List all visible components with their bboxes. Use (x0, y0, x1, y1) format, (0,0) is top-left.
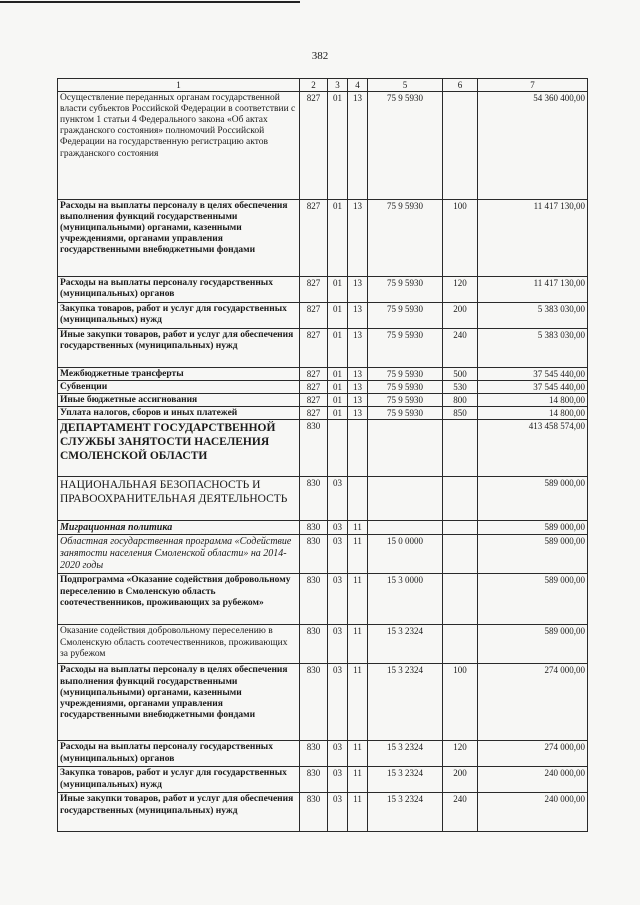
row-name: Подпрограмма «Оказание содействия добровольному переселению в Смоленскую область соотечественников, проживающих за рубежом» (58, 574, 300, 625)
row-name: Расходы на выплаты персоналу в целях обеспечения выполнения функций государственными (муниципальными) органами, казенными учреждениями, органами управления государственными внебюджетными фондами (58, 664, 300, 741)
header-cell: 2 (300, 79, 328, 92)
cell-target-article: 75 9 5930 (368, 91, 443, 199)
cell-target-article: 75 9 5930 (368, 328, 443, 367)
budget-table (57, 78, 588, 832)
cell-ministry: 827 (300, 328, 328, 367)
table-row (58, 302, 588, 328)
table-row (58, 477, 588, 521)
cell-expense-type: 200 (443, 767, 478, 793)
cell-target-article: 75 9 5930 (368, 380, 443, 393)
row-name: ДЕПАРТАМЕНТ ГОСУДАРСТВЕННОЙ СЛУЖБЫ ЗАНЯТОСТИ НАСЕЛЕНИЯ СМОЛЕНСКОЙ ОБЛАСТИ (58, 420, 300, 477)
table-header-row (58, 79, 588, 92)
cell-subsection (348, 420, 368, 477)
row-name: Субвенции (58, 380, 300, 393)
cell-ministry: 827 (300, 407, 328, 420)
row-name: НАЦИОНАЛЬНАЯ БЕЗОПАСНОСТЬ И ПРАВООХРАНИТЕЛЬНАЯ ДЕЯТЕЛЬНОСТЬ (58, 477, 300, 521)
row-name: Расходы на выплаты персоналу государственных (муниципальных) органов (58, 741, 300, 767)
cell-ministry: 830 (300, 574, 328, 625)
cell-amount: 54 360 400,00 (478, 91, 588, 199)
cell-expense-type: 100 (443, 664, 478, 741)
cell-expense-type: 500 (443, 367, 478, 380)
cell-amount: 589 000,00 (478, 535, 588, 574)
cell-subsection: 11 (348, 574, 368, 625)
table-row (58, 394, 588, 407)
table-row (58, 199, 588, 276)
cell-ministry: 830 (300, 767, 328, 793)
cell-section: 03 (328, 535, 348, 574)
row-name: Областная государственная программа «Содействие занятости населения Смоленской области» на 2014-2020 годы (58, 535, 300, 574)
row-name: Миграционная политика (58, 521, 300, 535)
cell-subsection: 13 (348, 276, 368, 302)
cell-amount: 37 545 440,00 (478, 367, 588, 380)
cell-section: 01 (328, 276, 348, 302)
table-row (58, 625, 588, 664)
cell-subsection: 11 (348, 535, 368, 574)
table-row (58, 328, 588, 367)
cell-amount: 14 800,00 (478, 394, 588, 407)
cell-ministry: 827 (300, 380, 328, 393)
cell-target-article: 75 9 5930 (368, 394, 443, 407)
cell-subsection: 13 (348, 367, 368, 380)
cell-ministry: 830 (300, 521, 328, 535)
page-number: 382 (311, 50, 329, 62)
cell-expense-type (443, 625, 478, 664)
row-name: Иные бюджетные ассигнования (58, 394, 300, 407)
cell-ministry: 827 (300, 394, 328, 407)
cell-subsection: 11 (348, 625, 368, 664)
row-name: Оказание содействия добровольному переселению в Смоленскую область соотечественников, проживающих за рубежом (58, 625, 300, 664)
table-row (58, 380, 588, 393)
cell-amount: 589 000,00 (478, 477, 588, 521)
cell-amount: 37 545 440,00 (478, 380, 588, 393)
table-row (58, 741, 588, 767)
cell-target-article: 15 3 2324 (368, 741, 443, 767)
cell-expense-type (443, 574, 478, 625)
cell-section: 01 (328, 394, 348, 407)
cell-section: 03 (328, 664, 348, 741)
cell-section: 01 (328, 407, 348, 420)
cell-ministry: 827 (300, 199, 328, 276)
cell-section: 01 (328, 302, 348, 328)
cell-expense-type: 120 (443, 276, 478, 302)
cell-ministry: 827 (300, 276, 328, 302)
row-name: Закупка товаров, работ и услуг для государственных (муниципальных) нужд (58, 767, 300, 793)
cell-target-article: 15 3 2324 (368, 625, 443, 664)
cell-section: 01 (328, 367, 348, 380)
cell-expense-type: 200 (443, 302, 478, 328)
cell-target-article: 75 9 5930 (368, 367, 443, 380)
cell-subsection: 13 (348, 380, 368, 393)
table-row (58, 574, 588, 625)
cell-amount: 274 000,00 (478, 664, 588, 741)
cell-expense-type (443, 420, 478, 477)
header-cell: 5 (368, 79, 443, 92)
table-row (58, 420, 588, 477)
table-row (58, 521, 588, 535)
cell-subsection (348, 477, 368, 521)
cell-expense-type: 530 (443, 380, 478, 393)
header-cell: 4 (348, 79, 368, 92)
table-row (58, 664, 588, 741)
cell-target-article: 15 0 0000 (368, 535, 443, 574)
top-edge-line (0, 1, 300, 3)
table-row (58, 793, 588, 832)
header-cell: 6 (443, 79, 478, 92)
cell-subsection: 13 (348, 407, 368, 420)
cell-subsection: 11 (348, 664, 368, 741)
table-row (58, 767, 588, 793)
table-row (58, 535, 588, 574)
cell-subsection: 11 (348, 521, 368, 535)
cell-subsection: 13 (348, 91, 368, 199)
cell-section (328, 420, 348, 477)
cell-target-article: 15 3 2324 (368, 793, 443, 832)
cell-ministry: 827 (300, 302, 328, 328)
cell-target-article: 75 9 5930 (368, 199, 443, 276)
cell-amount: 11 417 130,00 (478, 199, 588, 276)
cell-subsection: 13 (348, 302, 368, 328)
cell-target-article: 75 9 5930 (368, 276, 443, 302)
cell-expense-type (443, 535, 478, 574)
cell-expense-type: 240 (443, 328, 478, 367)
row-name: Межбюджетные трансферты (58, 367, 300, 380)
cell-subsection: 11 (348, 741, 368, 767)
cell-target-article: 15 3 2324 (368, 664, 443, 741)
cell-ministry: 830 (300, 741, 328, 767)
cell-expense-type: 240 (443, 793, 478, 832)
cell-subsection: 11 (348, 767, 368, 793)
cell-target-article (368, 420, 443, 477)
cell-expense-type (443, 91, 478, 199)
cell-amount: 14 800,00 (478, 407, 588, 420)
cell-ministry: 830 (300, 625, 328, 664)
cell-ministry: 830 (300, 420, 328, 477)
row-name: Расходы на выплаты персоналу государственных (муниципальных) органов (58, 276, 300, 302)
row-name: Иные закупки товаров, работ и услуг для обеспечения государственных (муниципальных) нужд (58, 793, 300, 832)
header-cell: 1 (58, 79, 300, 92)
header-cell: 7 (478, 79, 588, 92)
cell-amount: 240 000,00 (478, 793, 588, 832)
cell-section: 03 (328, 793, 348, 832)
cell-subsection: 11 (348, 793, 368, 832)
row-name: Закупка товаров, работ и услуг для государственных (муниципальных) нужд (58, 302, 300, 328)
cell-subsection: 13 (348, 328, 368, 367)
table-row (58, 407, 588, 420)
cell-section: 01 (328, 380, 348, 393)
cell-target-article: 75 9 5930 (368, 302, 443, 328)
cell-section: 03 (328, 477, 348, 521)
cell-amount: 5 383 030,00 (478, 328, 588, 367)
cell-ministry: 830 (300, 535, 328, 574)
cell-expense-type: 120 (443, 741, 478, 767)
cell-expense-type: 850 (443, 407, 478, 420)
cell-target-article: 75 9 5930 (368, 407, 443, 420)
cell-section: 03 (328, 625, 348, 664)
table-row (58, 91, 588, 199)
cell-amount: 589 000,00 (478, 521, 588, 535)
cell-expense-type (443, 477, 478, 521)
cell-amount: 5 383 030,00 (478, 302, 588, 328)
cell-target-article (368, 477, 443, 521)
cell-section: 03 (328, 741, 348, 767)
cell-expense-type: 800 (443, 394, 478, 407)
cell-subsection: 13 (348, 199, 368, 276)
table-row (58, 367, 588, 380)
cell-amount: 274 000,00 (478, 741, 588, 767)
cell-expense-type (443, 521, 478, 535)
cell-ministry: 830 (300, 664, 328, 741)
cell-ministry: 830 (300, 793, 328, 832)
row-name: Расходы на выплаты персоналу в целях обеспечения выполнения функций государственными (муниципальными) органами, казенными учреждениями, органами управления государственными внебюджетными фондами (58, 199, 300, 276)
cell-amount: 589 000,00 (478, 625, 588, 664)
cell-ministry: 830 (300, 477, 328, 521)
row-name: Уплата налогов, сборов и иных платежей (58, 407, 300, 420)
cell-section: 01 (328, 199, 348, 276)
row-name: Осуществление переданных органам государственной власти субъектов Российской Федерации в соответствии с пунктом 1 статьи 4 Федерального закона «Об актах гражданского состояния» полномочий Российской Федерации на государственную регистрацию актов гражданского состояния (58, 91, 300, 199)
cell-amount: 240 000,00 (478, 767, 588, 793)
cell-target-article (368, 521, 443, 535)
cell-section: 03 (328, 521, 348, 535)
table-row (58, 276, 588, 302)
row-name: Иные закупки товаров, работ и услуг для обеспечения государственных (муниципальных) нужд (58, 328, 300, 367)
cell-section: 01 (328, 328, 348, 367)
cell-subsection: 13 (348, 394, 368, 407)
header-cell: 3 (328, 79, 348, 92)
cell-target-article: 15 3 0000 (368, 574, 443, 625)
cell-amount: 11 417 130,00 (478, 276, 588, 302)
cell-section: 03 (328, 574, 348, 625)
cell-target-article: 15 3 2324 (368, 767, 443, 793)
cell-ministry: 827 (300, 91, 328, 199)
cell-expense-type: 100 (443, 199, 478, 276)
cell-ministry: 827 (300, 367, 328, 380)
cell-section: 01 (328, 91, 348, 199)
cell-amount: 413 458 574,00 (478, 420, 588, 477)
cell-amount: 589 000,00 (478, 574, 588, 625)
cell-section: 03 (328, 767, 348, 793)
